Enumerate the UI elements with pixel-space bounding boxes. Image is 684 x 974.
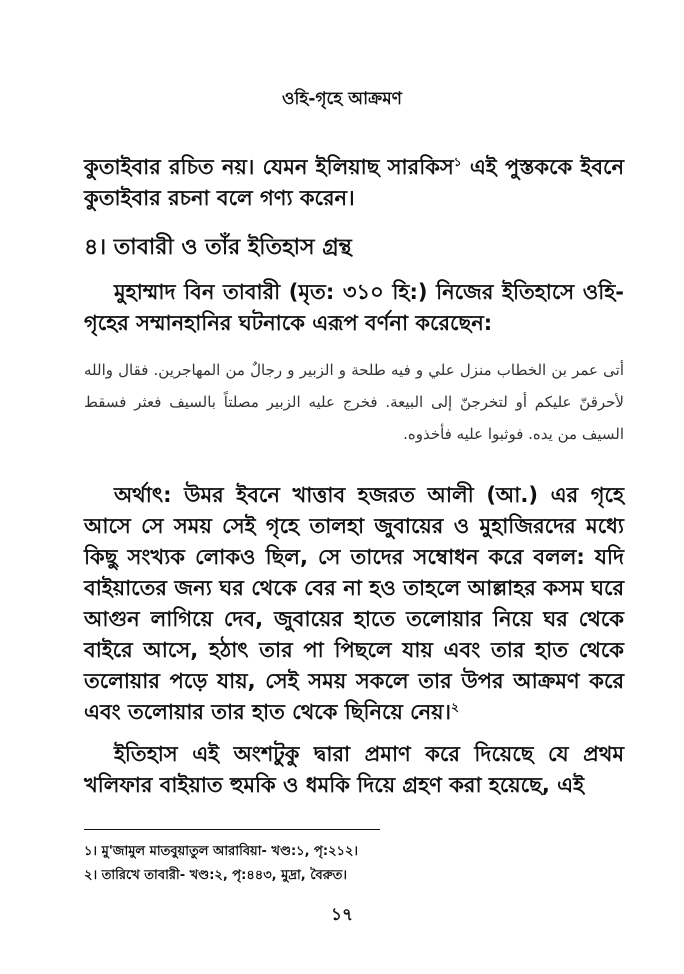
- translation-text: অর্থাৎ: উমর ইবনে খাত্তাব হজরত আলী (আ.) এর গৃহে আসে সে সময় সেই গৃহে তালহা জুবায়ের ও মুহাজিরদের মধ্যে কিছু সংখ্যক লোকও ছিল, সে তাদের সম্বোধন করে বলল: যদি বাইয়াতের জন্য ঘর থেকে বের না হও তাহলে আল্লাহর কসম ঘরে আগুন লাগিয়ে দেব, জুবায়ের হাতে তলোয়ার নিয়ে ঘর থেকে বাইরে আসে, হঠাৎ তার পা পিছলে যায় এবং তার হাত থেকে তলোয়ার পড়ে যায়, সেই সময় সকলে তার উপর আক্রমণ করে এবং তলোয়ার তার হাত থেকে ছিনিয়ে নেয়।: [84, 483, 624, 724]
- footnote-ref-1: ১: [453, 155, 462, 169]
- translation-paragraph: [84, 480, 624, 728]
- intro-text: কুতাইবার রচিত নয়। যেমন ইলিয়াছ সারকিস: [84, 155, 454, 179]
- arabic-quote: أتى عمر بن الخطاب منزل علي و فيه طلحة و الزبير و رجالٌ من المهاجرين. فقال والله لأحرقنّ عليكم أو لتخرجنّ إلى البيعة. فخرج عليه الزبير مصلتاً بالسيف فعثر فسقط السيف من يده. فوثبوا عليه فأخذوه.: [84, 361, 624, 443]
- footnote-1: ১। মু'জামুল মাতবুয়াতুল আরাবিয়া- খণ্ড:১, পৃ:২১২।: [84, 844, 359, 859]
- footnote-divider: [84, 829, 380, 830]
- running-header: ওহি-গৃহে আক্রমণ: [282, 89, 402, 109]
- footnote-2: ২। তারিখে তাবারী- খণ্ড:২, পৃ:৪৪৩, মুদ্রা, বৈরুত।: [84, 868, 348, 883]
- closing-paragraph: ইতিহাস এই অংশটুকু দ্বারা প্রমাণ করে দিয়েছে যে প্রথম খলিফার বাইয়াত হুমকি ও ধমকি দিয়ে গ্রহণ করা হয়েছে, এই: [84, 742, 624, 797]
- section-paragraph: মুহাম্মাদ বিন তাবারী (মৃত: ৩১০ হি:) নিজের ইতিহাসে ওহি-গৃহের সম্মানহানির ঘটনাকে এরূপ বর্ণনা করেছেন:: [84, 280, 624, 335]
- section-heading: ৪। তাবারী ও তাঁর ইতিহাস গ্রন্থ: [84, 235, 352, 260]
- footnote-ref-2: ২: [451, 700, 459, 714]
- page-number: ১৭: [330, 905, 354, 925]
- intro-paragraph: [84, 152, 624, 214]
- intro-text-end: এই পুস্তককে ইবনে কুতাইবার রচনা বলে গণ্য করেন।: [84, 155, 624, 210]
